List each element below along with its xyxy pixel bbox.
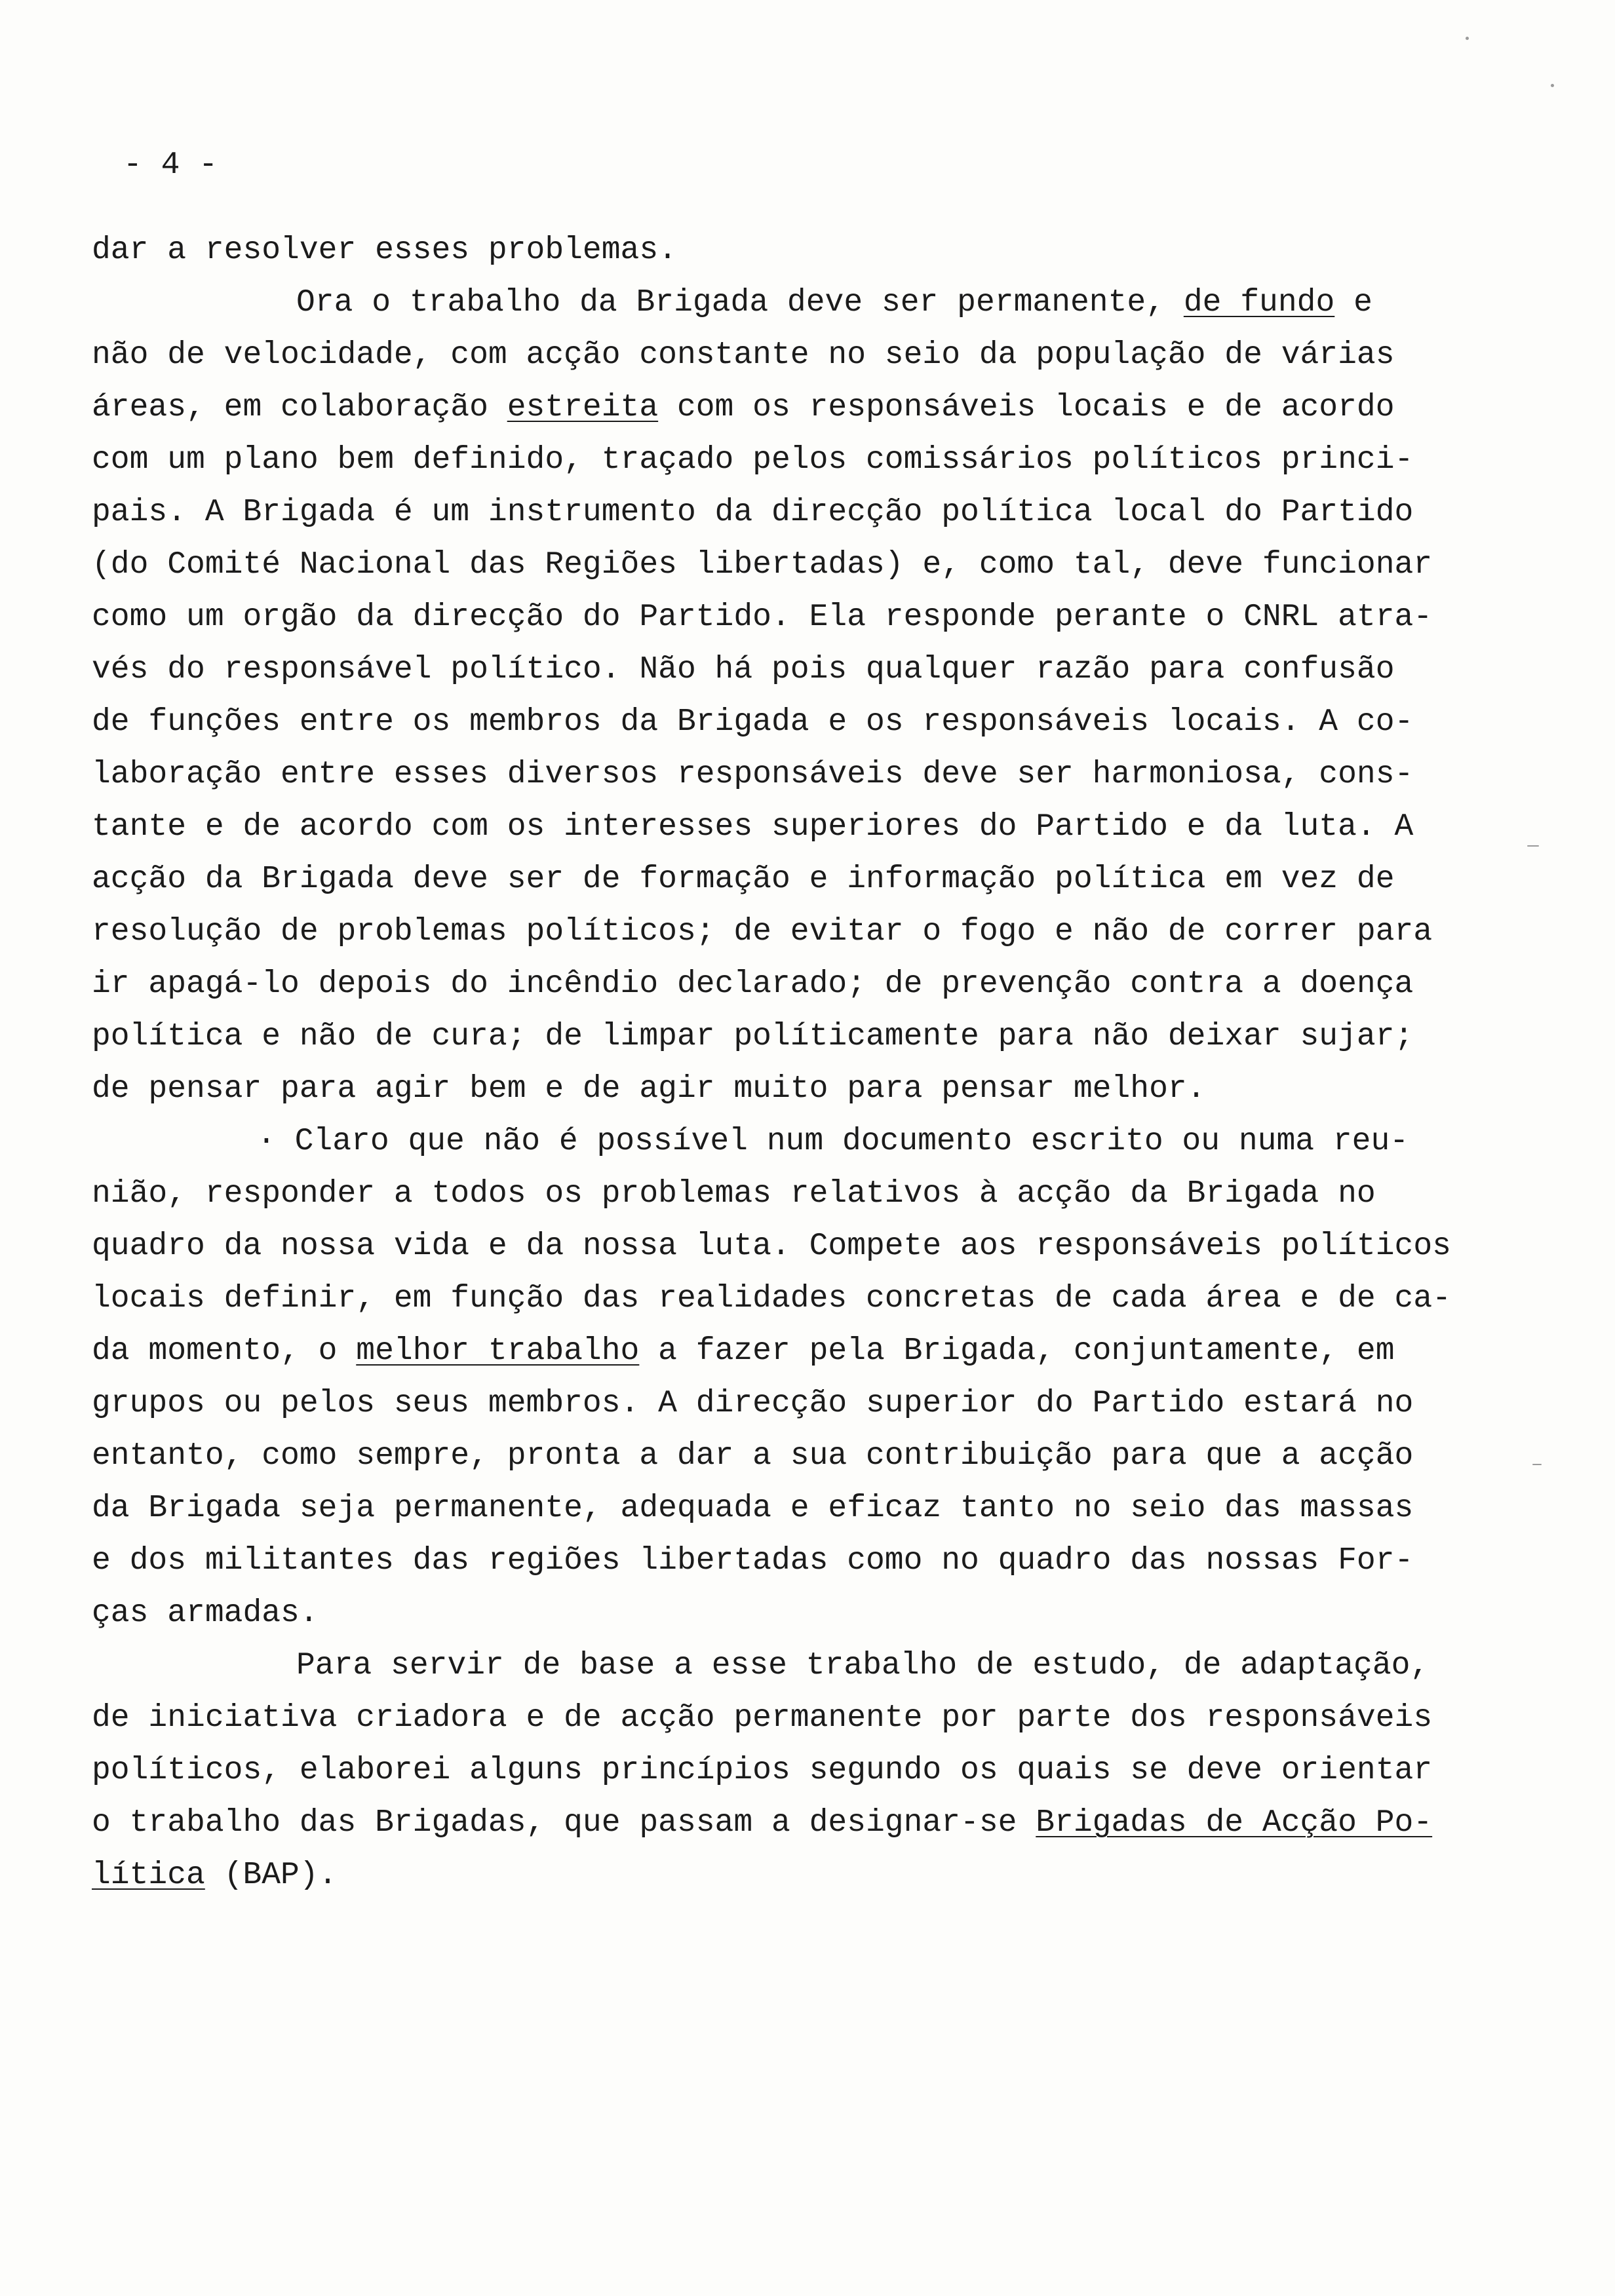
underlined-text: de fundo xyxy=(1183,285,1335,320)
underlined-text: lítica xyxy=(92,1858,205,1893)
text-line xyxy=(92,1174,1376,1214)
text-line xyxy=(92,493,1413,532)
text-segment: nião, responder a todos os problemas relativos à acção da Brigada no xyxy=(92,1176,1376,1212)
text-line xyxy=(92,335,1395,375)
text-segment: acção da Brigada deve ser de formação e informação política em vez de xyxy=(92,862,1395,897)
text-line xyxy=(92,1751,1432,1790)
text-line xyxy=(92,1541,1413,1580)
text-line xyxy=(92,1331,1395,1371)
text-segment: o trabalho das Brigadas, que passam a designar-se xyxy=(92,1805,1036,1841)
text-segment: dar a resolver esses problemas. xyxy=(92,233,677,268)
text-line xyxy=(92,1856,337,1895)
text-line xyxy=(92,598,1432,637)
text-segment: resolução de problemas políticos; de evitar o fogo e não de correr para xyxy=(92,914,1433,949)
text-line xyxy=(296,283,1372,322)
text-segment: política e não de cura; de limpar políticamente para não deixar sujar; xyxy=(92,1019,1414,1054)
text-segment: (BAP). xyxy=(204,1858,338,1893)
text-line xyxy=(92,1017,1413,1056)
text-segment: quadro da nossa vida e da nossa luta. Compete aos responsáveis políticos xyxy=(92,1229,1451,1264)
text-line xyxy=(92,231,677,270)
text-segment: não de velocidade, com acção constante no seio da população de várias xyxy=(92,337,1395,373)
text-segment: tante e de acordo com os interesses superiores do Partido e da luta. A xyxy=(92,809,1414,845)
scan-speck xyxy=(1527,845,1539,847)
underlined-text: estreita xyxy=(507,390,659,425)
text-line xyxy=(92,1489,1413,1528)
text-line xyxy=(296,1646,1429,1685)
text-line xyxy=(92,1227,1451,1266)
text-line xyxy=(92,388,1395,427)
text-segment: ir apagá-lo depois do incêndio declarado; de prevenção contra a doença xyxy=(92,966,1414,1002)
text-segment: e dos militantes das regiões libertadas como no quadro das nossas For- xyxy=(92,1543,1414,1578)
text-line xyxy=(92,1436,1413,1476)
text-segment: políticos, elaborei alguns princípios segundo os quais se deve orientar xyxy=(92,1753,1433,1788)
text-segment: de pensar para agir bem e de agir muito para pensar melhor. xyxy=(92,1071,1206,1107)
text-segment: a fazer pela Brigada, conjuntamente, em xyxy=(639,1333,1395,1369)
text-line xyxy=(257,1122,1409,1161)
text-segment: áreas, em colaboração xyxy=(92,390,507,425)
text-line xyxy=(92,1069,1205,1109)
scan-speck xyxy=(1466,37,1469,40)
underlined-text: Brigadas de Acção Po- xyxy=(1036,1805,1433,1841)
text-line xyxy=(92,650,1395,689)
text-segment: da momento, o xyxy=(92,1333,357,1369)
text-segment: Ora o trabalho da Brigada deve ser permanente, xyxy=(296,285,1184,320)
text-segment: de iniciativa criadora e de acção permanente por parte dos responsáveis xyxy=(92,1700,1433,1736)
text-segment: Para servir de base a esse trabalho de estudo, de adaptação, xyxy=(296,1648,1430,1683)
text-segment: de funções entre os membros da Brigada e os responsáveis locais. A co- xyxy=(92,704,1414,740)
text-segment: da Brigada seja permanente, adequada e eficaz tanto no seio das massas xyxy=(92,1491,1414,1526)
text-line xyxy=(92,440,1413,480)
text-line xyxy=(92,755,1413,794)
text-segment: e xyxy=(1334,285,1372,320)
text-line xyxy=(92,1803,1432,1843)
text-segment: pais. A Brigada é um instrumento da direcção política local do Partido xyxy=(92,495,1414,530)
page-number: - 4 - xyxy=(123,147,218,183)
text-segment: com os responsáveis locais e de acordo xyxy=(658,390,1395,425)
text-segment: entanto, como sempre, pronta a dar a sua contribuição para que a acção xyxy=(92,1438,1414,1474)
text-line xyxy=(92,1594,319,1633)
text-segment: vés do responsável político. Não há pois qualquer razão para confusão xyxy=(92,652,1395,687)
text-segment: grupos ou pelos seus membros. A direcção superior do Partido estará no xyxy=(92,1386,1414,1421)
text-line xyxy=(92,702,1413,742)
text-line xyxy=(92,1279,1451,1318)
text-segment: como um orgão da direcção do Partido. Ela responde perante o CNRL atra- xyxy=(92,600,1433,635)
text-line xyxy=(92,1698,1432,1738)
text-segment: ças armadas. xyxy=(92,1596,319,1631)
underlined-text: melhor trabalho xyxy=(356,1333,640,1369)
text-segment: com um plano bem definido, traçado pelos comissários políticos princi- xyxy=(92,442,1414,478)
scan-speck xyxy=(1551,84,1554,87)
text-line xyxy=(92,1384,1413,1423)
text-line xyxy=(92,965,1413,1004)
text-line xyxy=(92,545,1432,584)
text-line xyxy=(92,912,1432,951)
text-segment: laboração entre esses diversos responsáveis deve ser harmoniosa, cons- xyxy=(92,757,1414,792)
text-segment: (do Comité Nacional das Regiões libertadas) e, como tal, deve funcionar xyxy=(92,547,1433,583)
scan-speck xyxy=(1532,1464,1542,1465)
text-segment: · Claro que não é possível num documento escrito ou numa reu- xyxy=(257,1124,1409,1159)
text-line xyxy=(92,860,1395,899)
text-segment: locais definir, em função das realidades concretas de cada área e de ca- xyxy=(92,1281,1451,1316)
text-line xyxy=(92,807,1413,847)
